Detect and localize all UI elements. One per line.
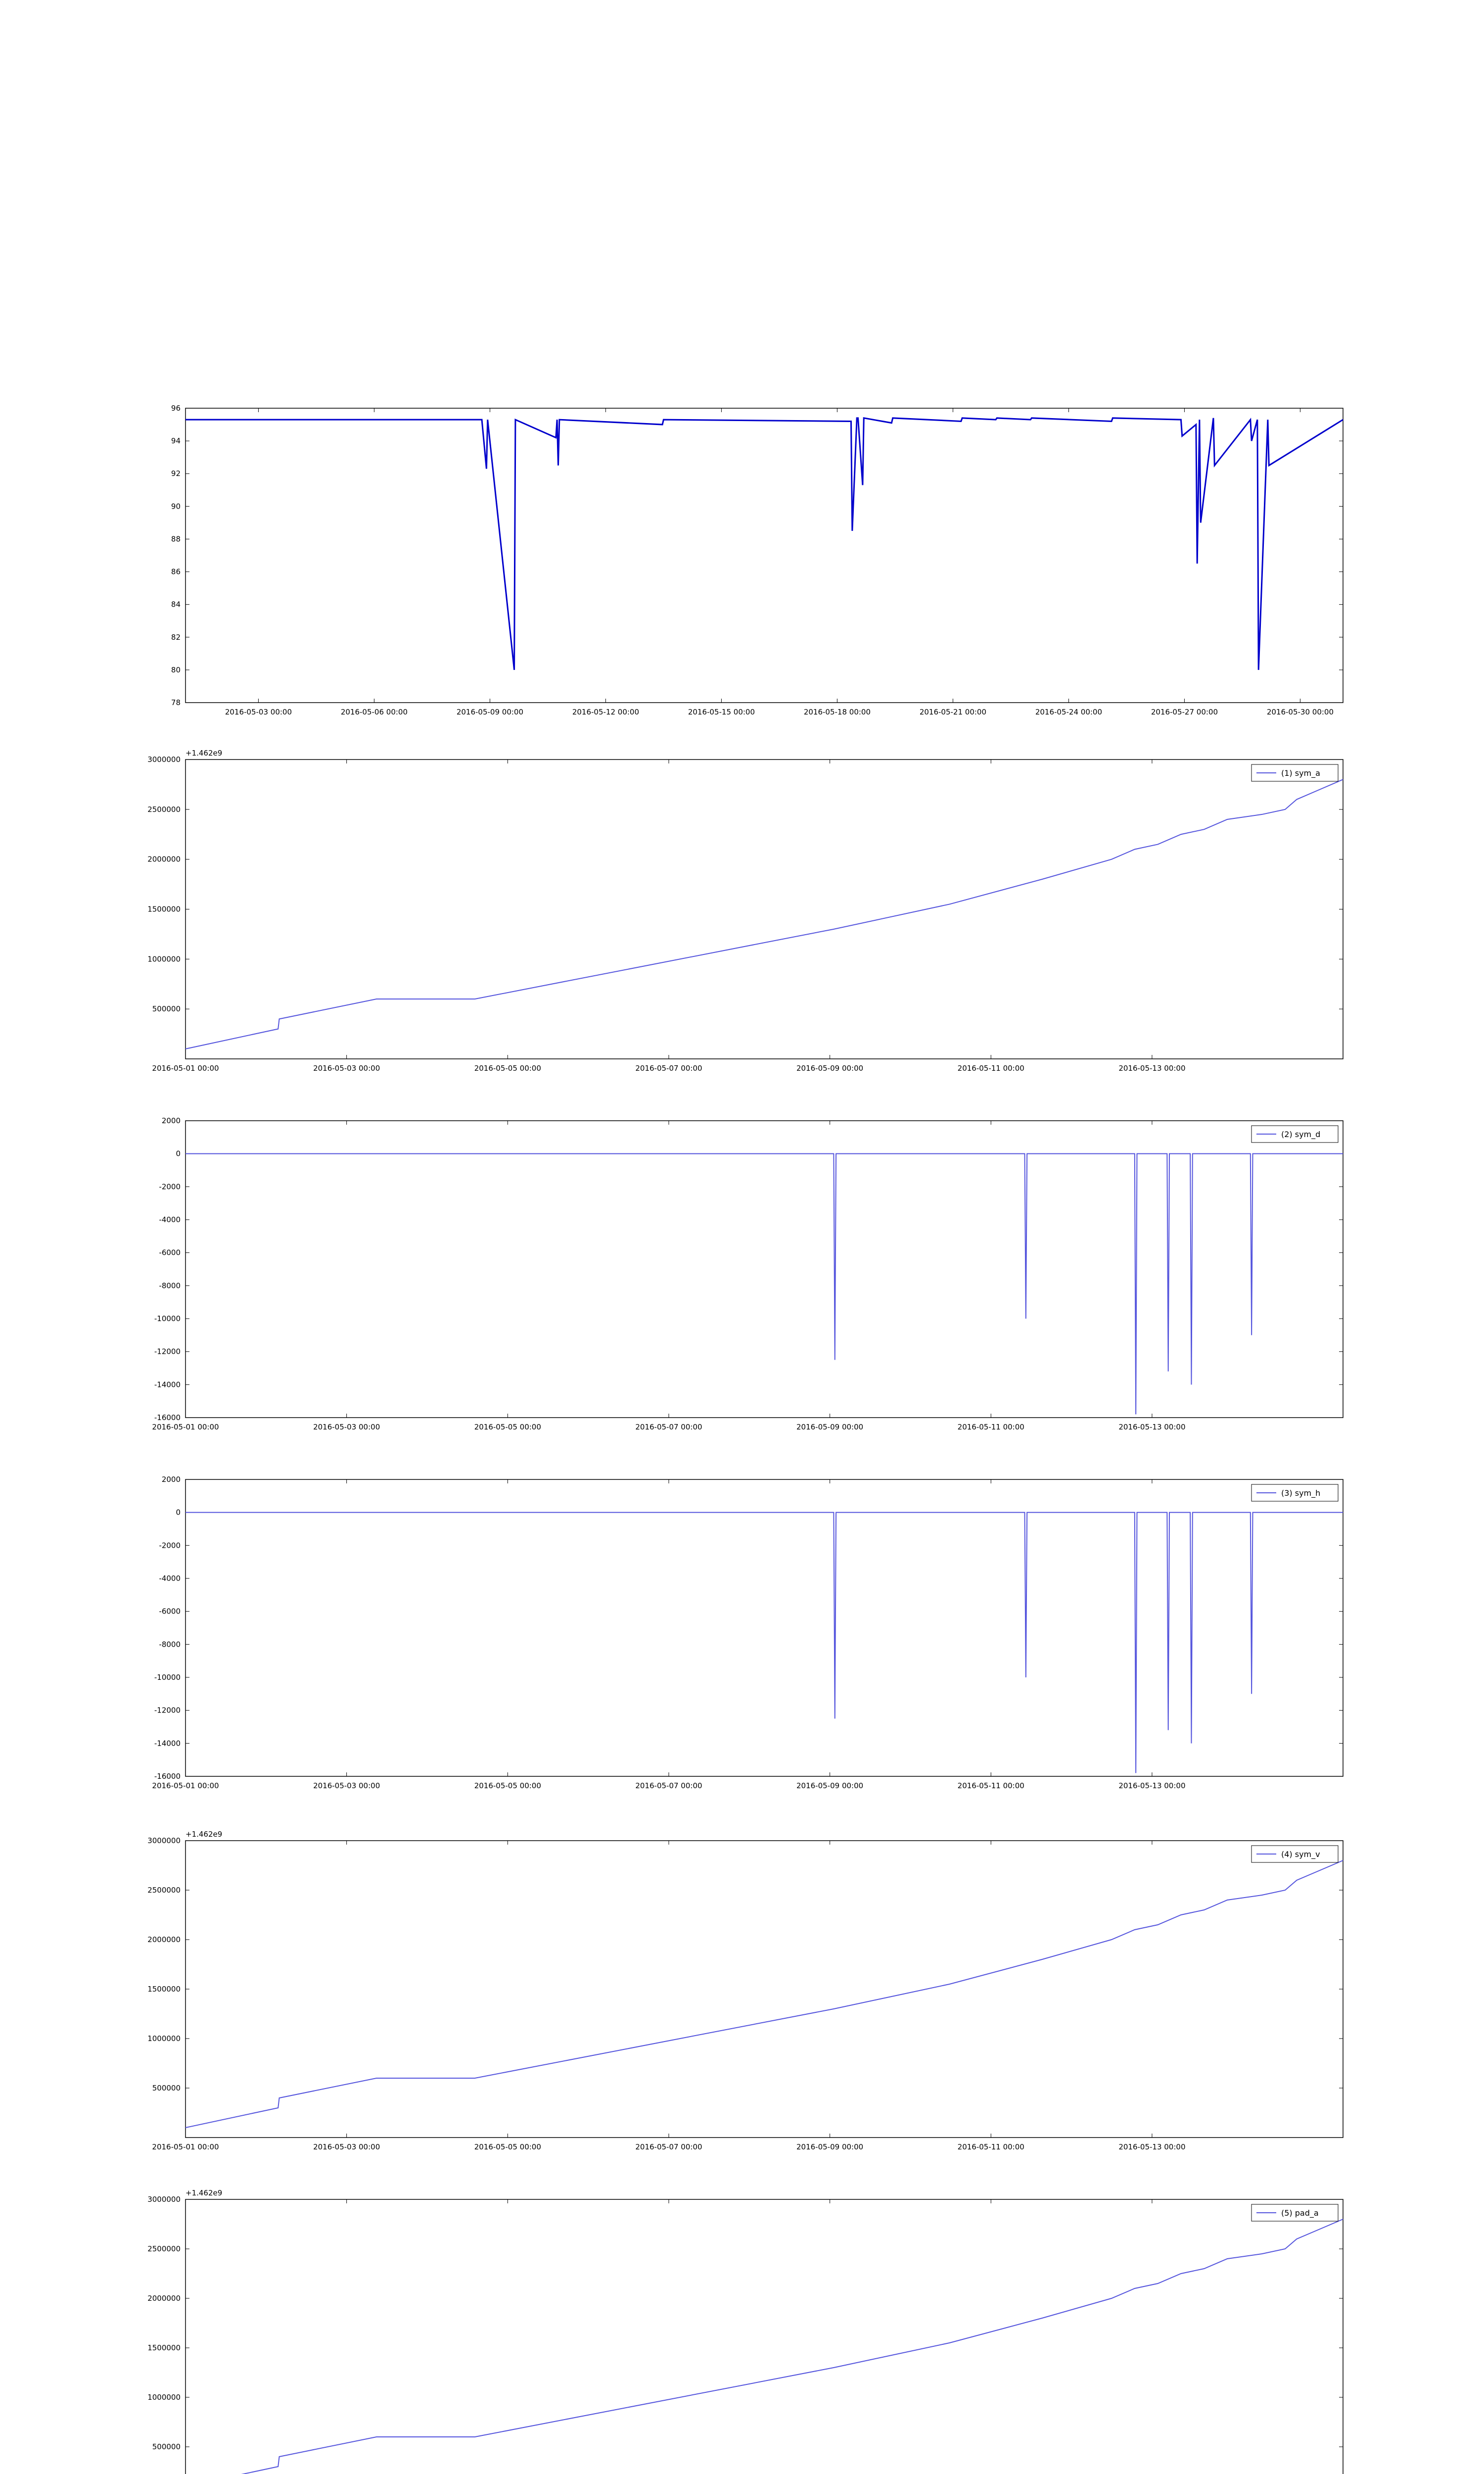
x-tick-label: 2016-05-18 00:00	[803, 708, 871, 716]
x-tick-label: 2016-05-24 00:00	[1035, 708, 1103, 716]
y-tick-label: 3000000	[147, 2195, 181, 2204]
offset-label: +1.462e9	[186, 1830, 223, 1839]
x-tick-label: 2016-05-09 00:00	[796, 2142, 864, 2151]
x-tick-label: 2016-05-01 00:00	[152, 1064, 219, 1073]
y-tick-label: 2000000	[147, 855, 181, 864]
offset-label: +1.462e9	[186, 749, 223, 758]
x-tick-label: 2016-05-13 00:00	[1118, 1064, 1186, 1073]
legend	[1252, 764, 1338, 781]
legend-label: (3) sym_h	[1281, 1488, 1321, 1498]
y-tick-label: -4000	[159, 1215, 181, 1224]
x-tick-label: 2016-05-03 00:00	[225, 708, 292, 716]
y-tick-label: -4000	[159, 1574, 181, 1583]
y-tick-label: 82	[171, 632, 181, 642]
y-tick-label: -2000	[159, 1541, 181, 1550]
x-tick-label: 2016-05-05 00:00	[474, 1781, 541, 1790]
x-tick-label: 2016-05-03 00:00	[313, 1781, 380, 1790]
y-tick-label: 3000000	[147, 755, 181, 764]
y-tick-label: -10000	[154, 1673, 181, 1682]
x-tick-label: 2016-05-05 00:00	[474, 1064, 541, 1073]
x-tick-label: 2016-05-01 00:00	[152, 2142, 219, 2151]
x-tick-label: 2016-05-15 00:00	[688, 708, 755, 716]
y-tick-label: 2000	[161, 1475, 181, 1484]
y-tick-label: 3000000	[147, 1836, 181, 1845]
y-tick-label: 90	[171, 502, 181, 511]
x-tick-label: 2016-05-27 00:00	[1151, 708, 1218, 716]
x-tick-label: 2016-05-21 00:00	[919, 708, 987, 716]
x-tick-label: 2016-05-09 00:00	[796, 1423, 864, 1431]
y-tick-label: 2500000	[147, 2244, 181, 2253]
x-tick-label: 2016-05-05 00:00	[474, 2142, 541, 2151]
legend	[1252, 1846, 1338, 1862]
x-tick-label: 2016-05-13 00:00	[1118, 1781, 1186, 1790]
y-tick-label: 1500000	[147, 1985, 181, 1994]
y-tick-label: 1500000	[147, 904, 181, 914]
x-tick-label: 2016-05-11 00:00	[957, 2142, 1024, 2151]
y-tick-label: 88	[171, 534, 181, 544]
y-tick-label: 92	[171, 469, 181, 478]
x-tick-label: 2016-05-09 00:00	[796, 1064, 864, 1073]
y-tick-label: -14000	[154, 1380, 181, 1389]
y-tick-label: -8000	[159, 1640, 181, 1649]
legend-label: (4) sym_v	[1281, 1850, 1320, 1859]
y-tick-label: -8000	[159, 1281, 181, 1290]
y-tick-label: 2000000	[147, 1935, 181, 1944]
x-tick-label: 2016-05-30 00:00	[1266, 708, 1334, 716]
x-tick-label: 2016-05-11 00:00	[957, 1781, 1024, 1790]
y-tick-label: 500000	[152, 2084, 181, 2093]
legend-label: (5) pad_a	[1281, 2208, 1319, 2218]
y-tick-label: -16000	[154, 1772, 181, 1781]
y-tick-label: 2000000	[147, 2294, 181, 2303]
x-tick-label: 2016-05-13 00:00	[1118, 1423, 1186, 1431]
y-tick-label: 1000000	[147, 954, 181, 964]
y-tick-label: 1000000	[147, 2393, 181, 2402]
legend	[1252, 1126, 1338, 1142]
y-tick-label: -12000	[154, 1347, 181, 1356]
x-tick-label: 2016-05-07 00:00	[635, 1064, 702, 1073]
x-tick-label: 2016-05-06 00:00	[340, 708, 408, 716]
y-tick-label: 2500000	[147, 805, 181, 814]
y-tick-label: 2500000	[147, 1886, 181, 1895]
y-tick-label: -12000	[154, 1706, 181, 1715]
x-tick-label: 2016-05-07 00:00	[635, 1423, 702, 1431]
x-tick-label: 2016-05-07 00:00	[635, 1781, 702, 1790]
x-tick-label: 2016-05-11 00:00	[957, 1423, 1024, 1431]
y-tick-label: 94	[171, 436, 181, 446]
x-tick-label: 2016-05-03 00:00	[313, 2142, 380, 2151]
y-tick-label: 78	[171, 698, 181, 707]
y-tick-label: 0	[176, 1149, 181, 1158]
x-tick-label: 2016-05-03 00:00	[313, 1064, 380, 1073]
y-tick-label: 500000	[152, 1004, 181, 1014]
y-tick-label: -2000	[159, 1182, 181, 1191]
legend-label: (2) sym_d	[1281, 1130, 1321, 1139]
y-tick-label: 0	[176, 1508, 181, 1517]
y-tick-label: 86	[171, 567, 181, 576]
legend-label: (1) sym_a	[1281, 768, 1320, 778]
y-tick-label: -14000	[154, 1739, 181, 1748]
x-tick-label: 2016-05-09 00:00	[796, 1781, 864, 1790]
y-tick-label: 80	[171, 665, 181, 674]
x-tick-label: 2016-05-03 00:00	[313, 1423, 380, 1431]
y-tick-label: 1500000	[147, 2343, 181, 2352]
y-tick-label: 500000	[152, 2442, 181, 2451]
legend	[1252, 1484, 1338, 1501]
y-tick-label: 96	[171, 404, 181, 413]
legend	[1252, 2204, 1338, 2221]
y-tick-label: -16000	[154, 1413, 181, 1422]
x-tick-label: 2016-05-09 00:00	[456, 708, 524, 716]
x-tick-label: 2016-05-05 00:00	[474, 1423, 541, 1431]
x-tick-label: 2016-05-07 00:00	[635, 2142, 702, 2151]
y-tick-label: -10000	[154, 1314, 181, 1323]
offset-label: +1.462e9	[186, 2189, 223, 2197]
x-tick-label: 2016-05-11 00:00	[957, 1064, 1024, 1073]
y-tick-label: 1000000	[147, 2034, 181, 2043]
x-tick-label: 2016-05-13 00:00	[1118, 2142, 1186, 2151]
x-tick-label: 2016-05-01 00:00	[152, 1781, 219, 1790]
y-tick-label: -6000	[159, 1607, 181, 1616]
x-tick-label: 2016-05-01 00:00	[152, 1423, 219, 1431]
y-tick-label: -6000	[159, 1248, 181, 1257]
x-tick-label: 2016-05-12 00:00	[572, 708, 640, 716]
y-tick-label: 2000	[161, 1116, 181, 1125]
y-tick-label: 84	[171, 600, 181, 609]
